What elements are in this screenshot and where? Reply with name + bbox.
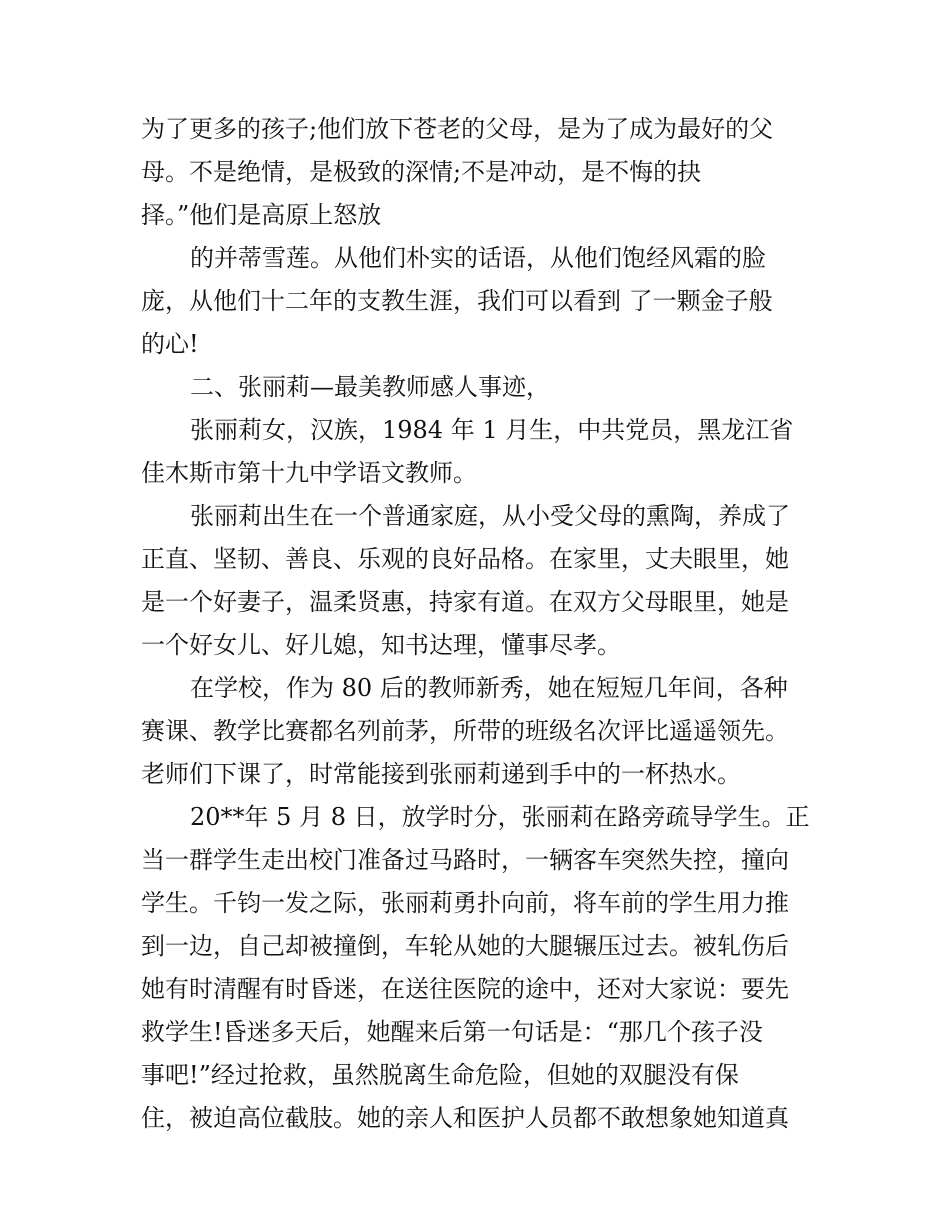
text-line: 母。不是绝情，是极致的深情;不是冲动，是不悔的抉	[141, 158, 702, 186]
text-line: 当一群学生走出校门准备过马路时，一辆客车突然失控，撞向	[141, 846, 789, 874]
text-line: 为了更多的孩子;他们放下苍老的父母，是为了成为最好的父	[141, 115, 774, 143]
text-line: 老师们下课了，时常能接到张丽莉递到手中的一杯热水。	[141, 760, 741, 788]
text-line: 事吧!”经过抢救，虽然脱离生命危险，但她的双腿没有保	[141, 1061, 739, 1089]
text-line: 张丽莉出生在一个普通家庭，从小受父母的熏陶，养成了	[190, 502, 790, 530]
text-line: 佳木斯市第十九中学语文教师。	[141, 459, 477, 487]
text-line: 到一边，自己却被撞倒，车轮从她的大腿辗压过去。被轧伤后	[141, 932, 789, 960]
text-line: 正直、坚韧、善良、乐观的良好品格。在家里，丈夫眼里，她	[141, 545, 789, 573]
text-line: 赛课、教学比赛都名列前茅，所带的班级名次评比遥遥领先。	[141, 717, 789, 745]
text-line: 择。”他们是高原上怒放	[141, 201, 382, 229]
text-line: 张丽莉女，汉族，1984 年 1 月生，中共党员，黑龙江省	[190, 416, 794, 444]
text-line: 救学生!昏迷多天后，她醒来后第一句话是：“那几个孩子没	[141, 1018, 763, 1046]
text-line: 学生。千钧一发之际，张丽莉勇扑向前，将车前的学生用力推	[141, 889, 789, 917]
text-line: 住，被迫高位截肢。她的亲人和医护人员都不敢想象她知道真	[141, 1104, 789, 1132]
text-line: 的心!	[141, 330, 199, 358]
text-line: 二、张丽莉—最美教师感人事迹，	[190, 373, 550, 401]
text-line: 的并蒂雪莲。从他们朴实的话语，从他们饱经风霜的脸	[190, 244, 766, 272]
text-line: 一个好女儿、好儿媳，知书达理，懂事尽孝。	[141, 631, 621, 659]
text-line: 是一个好妻子，温柔贤惠，持家有道。在双方父母眼里，她是	[141, 588, 789, 616]
article-body	[141, 108, 821, 1140]
text-line: 20**年 5 月 8 日，放学时分，张丽莉在路旁疏导学生。正	[190, 803, 810, 831]
text-line: 她有时清醒有时昏迷，在送往医院的途中，还对大家说：要先	[141, 975, 789, 1003]
text-line: 在学校，作为 80 后的教师新秀，她在短短几年间，各种	[190, 674, 788, 702]
text-line: 庞，从他们十二年的支教生涯，我们可以看到 了一颗金子般	[141, 287, 773, 315]
